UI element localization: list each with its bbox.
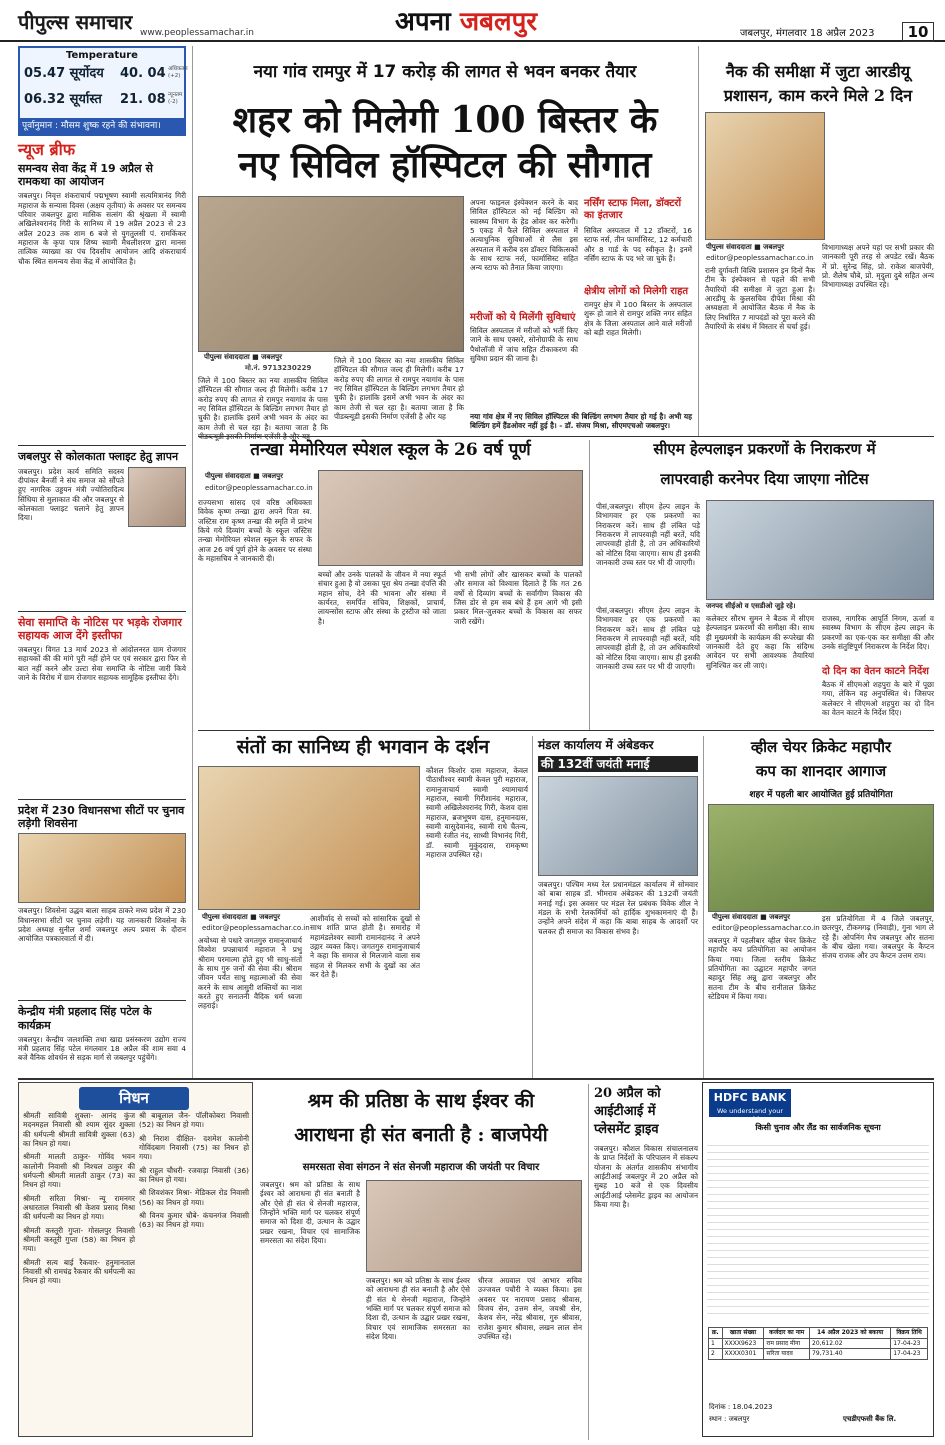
section-title: [395, 6, 537, 39]
newspaper-logo: पीपुल्स समाचार: [18, 10, 133, 34]
page-number: 10: [902, 22, 934, 42]
hdfc-date: दिनांक : 18.04.2023: [709, 1403, 773, 1411]
brief-body: जबलपुर। विगत 13 मार्च 2023 से आंदोलनरत ग्राम रोजगार सहायकों की की मांगे पूरी नहीं होने पर एवं सरकार द्वारा फिर से बात नहीं करने और उल्टा सेवा समाप्ति के नोटिस जारी किये जाने के विरोध में ग्राम रोजगार सहायक सामूहिक इस्तीफा देंगे।: [18, 644, 186, 682]
tankha-body-2: बच्चों और उनके पालकों के जीवन में नया स्फूर्त संचार हुआ है वो उसका पूरा श्रेय तन्खा दंपत्ति की महान सोच, देने की भावना और संस्था में कार्यरत, समर्पित संचिव, शिक्षकों, प्राचार्य, लायन्सोंस स्टाफ और संस्था के ट्रस्टीज को जाता है।: [318, 570, 446, 626]
column-rule: [589, 440, 590, 730]
cm-helpline-body-1: पीसं,जबलपुर। सीएम हेल्प लाइन के विभागवार हर एक प्रकरणों का निराकरण करें। साथ ही लंबित पड़े निराकरण में लापरवाही नहीं बरतें, यदि लापरवाही होती है, तो उन अधिकारियों को नोटिस दिया जाएगा। साथ ही इसकी जानकारी उच्च स्तर पर भी दी जाएगी।: [596, 502, 700, 567]
table-row: [709, 1338, 928, 1349]
min-label: न्यूनतम (-2): [168, 92, 183, 105]
university-photo: [705, 112, 825, 240]
placement-headline-3: प्लेसमेंट ड्राइव: [594, 1122, 659, 1137]
tankha-credit: पीपुल्स संवाददाता ■ जबलपुर: [205, 472, 283, 480]
ambedkar-photo: [538, 776, 698, 876]
shram-body-2: धीरज अग्रवाल एवं आभार सचिव उज्जवल पचौरी ने व्यक्त किया। इस अवसर पर नारायण प्रसाद श्रीवास, विजय सेन, उत्तम सेन, जयश्री सेन, केशव सेन, नरेंद्र श्रीवास, गुरु श्रीवास, राजेश कुमार श्रीवास, लखन लाल सेन उपस्थित रहे।: [478, 1276, 582, 1341]
brief-body: जबलपुर। शिवसेना उद्धव बाला साहब ठाकरे मध्य प्रदेश में 230 विधानसभा सीटों पर चुनाव लड़ेगी। यह जानकारी शिवसेना के प्रदेश अध्यक्ष सुनील शर्मा जबलपुर अल्प प्रवास के दौरान आयोजित पत्रकारवार्ता में दी।: [18, 906, 186, 944]
hdfc-place: स्थान : जबलपुर: [709, 1415, 750, 1423]
wheelchair-email[interactable]: editor@peoplessamachar.co.in: [712, 924, 820, 932]
naac-body-1: रानी दुर्गावती विश्वि प्रशासन इन दिनों नैक टीम के इंस्पेक्शन से पहले की सभी तैयारियों की समीक्षा में जुटा हुआ है। आरडीयू के कुलसचिव दीपेश मिश्रा की अध्यक्षता में आयोजित बैठक में नैक के लिए निर्धारित 7 मापदंडों को पूरा करने की तैयारियों के संबंध में विस्तार से चर्चा हुई।: [705, 266, 815, 331]
wheelchair-credit: पीपुल्स संवाददाता ■ जबलपुर: [712, 913, 790, 921]
divider: [18, 799, 186, 800]
santon-email[interactable]: editor@peoplessamachar.co.in: [202, 924, 310, 932]
brief-headline: केन्द्रीय मंत्री प्रहलाद सिंह पटेल के कार्यक्रम: [18, 1005, 152, 1032]
column-rule: [192, 46, 193, 1078]
ambedkar-headline-1: मंडल कार्यालय में अंबेडकर: [538, 738, 654, 752]
ambedkar-headline-2: की 132वीं जयंती मनाई: [538, 756, 698, 772]
hdfc-notice: [702, 1082, 934, 1437]
obituary-item: श्रीमती मालती ठाकुर- गोविंद भवन कालोनी निवासी श्री निश्चल ठाकुर की धर्मपत्नी श्रीमती मालती ठाकुर (73) का निधन हो गया।: [23, 1152, 135, 1190]
hospital-building-photo: [198, 196, 464, 352]
hdfc-col-header: कर्जदार का नाम: [764, 1328, 810, 1339]
column-rule: [698, 46, 699, 436]
ambedkar-body: जबलपुर। पश्चिम मध्य रेल प्रधानमंडल कार्यालय में सोमवार को बाबा साहब डॉ. भीमराव अंबेडकर की 132वीं जयंती मनाई गई। इस अवसर पर मंडल रेल प्रबंधक विवेक शील ने मंडल के सभी रेलकर्मियों को हार्दिक शुभकामनाएं दी हैं। उन्होंने अपने संदेश में कहा कि बाबा साहब के आदर्शों पर चलकर ही समाज का विकास संभव है।: [538, 880, 698, 936]
santon-body-3: कौशल किशोर दास महाराज, केवल पीठाधीश्वर स्वामी केवल पुरी महाराज, रामानुजाचार्य स्वामी श्यामाचार्य महाराज, स्वामी गिरीशानंद महाराज, स्वामी अखिलेश्वरानंद गिरी, केशव दास महाराज, ब्रजभूषण दास, हनुमानदास, स्वामी वासुदेवानंद, स्वामी राधे चैतन्य, स्वामी रंजीत नंद, साध्वी विभानंद गिरी, डॉ. स्वामी मुकुंददास, रामकृष्ण महाराज उपस्थित रहे।: [426, 766, 528, 859]
cm-helpline-subhead: दो दिन का वेतन काटने निर्देश: [822, 666, 929, 677]
top-story-body-1: जिले में 100 बिस्तर का नया शासकीय सिविल हॉस्पिटल की सौगात जल्द ही मिलेगी। करीब 17 करोड़ रुपए की लागत से रामपुर नयागांव के पास नए सिविल हॉस्पिटल के बिल्डिंग लगभग तैयार हो चुकी है। हालांकि इसमें अभी भवन के अंदर का काम तेजी से चल रहा है। बताया जाता है कि: [198, 376, 328, 432]
table-cell: सरिता यादव: [764, 1349, 810, 1360]
naac-email[interactable]: editor@peoplessamachar.co.in: [706, 254, 814, 262]
dateline: जबलपुर, मंगलवार 18 अप्रैल 2023: [740, 28, 875, 39]
obituary-item: श्रीमती कस्तूरी गुप्ता- गोसलपुर निवासी श्रीमती कस्तूरी गुप्ता (58) का निधन हो गया।: [23, 1225, 135, 1254]
max-temp: 40. 04: [120, 66, 166, 81]
santon-body-2: आशीर्वाद से सच्चों को सांसारिक दुखों से साथ शांति प्राप्त होती है। समारोह में महामंडलेश्वर स्वामी रामानंदानंद ने अपने उद्गार व्यक्त किए। जगतगुरु रामानुजाचार्य ने कहा कि समाज से मिलजाने वाला सब सहज से मिलकर सभी के दुखों का अंत कर देते हैं।: [310, 914, 420, 979]
table-cell: राम प्रसाद मीना: [764, 1338, 810, 1349]
wheelchair-subhead: शहर में पहली बार आयोजित हुई प्रतियोगिता: [749, 790, 893, 800]
table-cell: 17-04-23: [891, 1349, 928, 1360]
seminar-photo: [366, 1180, 582, 1272]
obituary-item: श्रीमती सरिता मिश्रा- न्यू रामनगर अधारताल निवासी श्री केशव प्रसाद मिश्रा की धर्मपत्नी का निधन हो गया।: [23, 1193, 135, 1222]
column-rule: [588, 1084, 589, 1440]
masthead: [0, 0, 945, 42]
section-divider: [198, 730, 934, 731]
shram-headline-1: श्रम की प्रतिष्ठा के साथ ईश्वर की: [307, 1090, 535, 1112]
wheelchair-body-1: जबलपुर में पहलीबार व्हील चेयर क्रिकेट महापौर कप प्रतियोगिता का आयोजन किया गया। जिला स्तरीय क्रिकेट प्रतियोगिता का उद्घाटन महापौर जगत बहादुर सिंह अन्नू द्वारा जबलपुर और सतना टीम के बीच रानीताल क्रिकेट स्टेडियम में किया गया।: [708, 936, 816, 1001]
forecast: पूर्वानुमान : मौसम शुष्क रहने की संभावना।: [18, 118, 186, 136]
section-divider: [18, 1078, 934, 1080]
meeting-caption: जनपद सीईओ व एसडीओ जुड़े रहे।: [706, 602, 796, 610]
naac-headline-2: प्रशासन, काम करने मिले 2 दिन: [723, 86, 913, 105]
max-label: अधिकतम (+2): [168, 66, 188, 79]
news-brief-title: न्यूज ब्रीफ: [18, 140, 76, 159]
brief-body: जबलपुर। निवृत्त शंकराचार्य पद्मभूषण स्वामी सत्यमित्रानंद गिरी महाराज के सन्यास दिवस (अक्षय तृतीया) के अवसर पर समन्वय परिवार जबलपुर द्वारा मासिक सत्संग की श्रृंखला में स्वामी अखिलेश्वरानंद गिरी के सानिध्य में 19 अप्रैल 2023 से 23 अप्रैल 2023 तक शाम 6 बजे से युगतुलसी पं. रामकिंकर महाराज के कृपा पात्र शिष्य स्वामी मैथलीशरण द्वारा मानस तात्विक व्याख्या का पंच दिवसीय आयोजन आदि शंकराचार्य चौक स्थित समन्वय सेवा केंद्र में आयोजित है।: [18, 191, 186, 266]
top-story-body-3: सिविल अस्पताल में मरीजों को भर्ती किए जाने के साथ एक्सरे, सोनोग्राफी के साथ पैथोलॉजी में जांच सहित टीकाकरण की सुविधा प्रदान की जाना है।: [470, 326, 578, 363]
news-brief-column: [18, 162, 186, 1077]
hdfc-table-wrap: [708, 1327, 928, 1360]
min-temp: 21. 08: [120, 92, 166, 107]
table-cell: XXXX9623: [722, 1338, 764, 1349]
section-title-b: जबलपुर: [459, 7, 538, 37]
cm-helpline-headline-2: लापरवाही करनेपर दिया जाएगा नोटिस: [660, 470, 869, 488]
top-story-kicker: नया गांव रामपुर में 17 करोड़ की लागत से भवन बनकर तैयार: [253, 62, 637, 82]
meeting-photo: [706, 500, 934, 600]
top-story-subhead-1: मरीजों को ये मिलेंगी सुविधाएं: [470, 312, 576, 323]
hdfc-col-header: विक्रय तिथि: [891, 1328, 928, 1339]
brief-photo: [128, 467, 186, 527]
top-story-body-5: रामपुर क्षेत्र में 100 बिस्तर के अस्पताल शुरू हो जाने से रामपुर शक्ति नगर सहित क्षेत्र के जिला अस्पताल आने वाले मरीजों को बड़ी राहत मिलेगी।: [584, 300, 692, 337]
shivsena-photo: [18, 833, 186, 903]
naac-credit: पीपुल्स संवाददाता ■ जबलपुर: [706, 243, 784, 251]
obituary-item: श्री शिवशंकर मिश्रा- मेडिकल रोड निवासी (56) का निधन हो गया।: [139, 1188, 249, 1207]
wheelchair-headline-1: व्हील चेयर क्रिकेट महापौर: [750, 738, 892, 756]
sunset: 06.32 सूर्यास्त: [24, 92, 102, 107]
brief-headline: समन्वय सेवा केंद्र में 19 अप्रैल से रामकथा का आयोजन: [18, 162, 153, 189]
table-cell: 2: [709, 1349, 723, 1360]
cm-helpline-headline-1: सीएम हेल्पलाइन प्रकरणों के निराकरण में: [653, 440, 876, 458]
divider: [18, 611, 186, 612]
table-cell: 17-04-23: [891, 1338, 928, 1349]
obituary-item: श्रीमती सावित्री शुक्ला- आनंद कुंज मदनमहल निवासी श्री श्याम सुंदर शुक्ला की धर्मपत्नी श्रीमती सावित्री शुक्ला (63) का निधन हो गया।: [23, 1111, 135, 1148]
hdfc-notice-title: किसी चुनाव और लैंड का सार्वजनिक सूचना: [755, 1123, 881, 1132]
cm-helpline-body-4: बैठक में सीएमओ शहपुरा के बारे में पूछा गया, लेकिन वह अनुपस्थित थे। जिसपर कलेक्टर ने सीएमओ शहपुरा का दो दिन का वेतन काटने के निर्देश दिए।: [822, 680, 934, 717]
website-url[interactable]: www.peoplessamachar.in: [140, 28, 254, 38]
placement-headline-2: आईटीआई में: [594, 1104, 656, 1119]
cm-helpline-body-3: राजस्व, नागरिक आपूर्ति निगम, ऊर्जा व स्वास्थ्य विभाग के सीएम हेल्प लाइन के प्रकरणों का एक-एक कर समीक्षा की और उनके संतुष्टिपूर्ण निराकरण के निर्देश दिए।: [822, 614, 934, 651]
obituary-item: श्री बाबूलाल जैन- पॉलीकोबरा निवासी (52) का निधन हो गया।: [139, 1111, 249, 1130]
divider: [18, 445, 186, 446]
wheelchair-cricket-photo: [708, 804, 934, 912]
hdfc-table: [708, 1327, 928, 1360]
column-rule: [703, 736, 704, 1080]
obituary-item: श्री विनय कुमार चौबे- कंचनगंज निवासी (63) का निधन हो गया।: [139, 1210, 249, 1230]
table-row: [709, 1349, 928, 1360]
cmho-quote: नया गांव क्षेत्र में नए सिविल हॉस्पिटल की बिल्डिंग लगभग तैयार हो गई है। अभी यह बिल्डिंग हमें हैंडओवर नहीं हुई है। - डॉ. संजय मिश्रा, सीएमएचओ जबलपुर।: [470, 412, 692, 431]
hdfc-col-header: 14 अप्रैल 2023 को बकाया: [810, 1328, 891, 1339]
shram-subhead: समरसता सेवा संगठन ने संत सेनजी महाराज की जयंती पर विचार: [302, 1162, 540, 1173]
top-story-body-4: सिविल अस्पताल में 12 डॉक्टरों, 16 स्टाफ नर्स, तीन फार्मासिस्ट, 12 कर्मचारी और 8 गार्ड के पद स्वीकृत है। इनमें नर्सिंग स्टाफ के पद भरे जा चुके हैं।: [584, 226, 692, 263]
wheelchair-headline-2: कप का शानदार आगाज: [755, 762, 887, 780]
top-story-subhead-2: नर्सिंग स्टाफ मिला, डॉक्टरों का इंतजार: [584, 198, 682, 221]
table-cell: XXXX0301: [722, 1349, 764, 1360]
obituary-title: निधन: [79, 1087, 189, 1110]
hdfc-notice-text: [707, 1139, 929, 1319]
column-rule: [532, 736, 533, 1080]
obituary-item: श्री निराश दीक्षित- दशमेश कालोनी गोविंदबाग निवासी (75) का निधन हो गया।: [139, 1133, 249, 1162]
shram-body-1b: जबलपुर। श्रम को प्रतिष्ठा के साथ ईश्वर को आराधना ही संत बनाती है और ऐसे ही संत थे सेनजी महाराज, जिन्होंने भक्ति मार्ग पर चलकर संपूर्ण समाज को दिशा दी, उत्थान के उद्घार प्रखर रखना, विचार एवं सामाजिक समरसता का संदेश दिया।: [366, 1276, 470, 1341]
school-students-photo: [318, 470, 583, 566]
obituary-item: श्रीमती सत्य बाई रैकवार- हनुमानताल निवासी श्री रामचंद्र रैकवार की धर्मपत्नी का निधन हो गया।: [23, 1257, 135, 1286]
sunrise: 05.47 सूर्योदय: [24, 66, 104, 81]
brief-headline: प्रदेश में 230 विधानसभा सीटों पर चुनाव लड़ेगी शिवसेना: [18, 803, 185, 831]
shram-body-1: जबलपुर। श्रम को प्रतिष्ठा के साथ ईश्वर को आराधना ही संत बनाती है और ऐसे ही संत थे सेनजी महाराज, जिन्होंने भक्ति मार्ग पर चलकर संपूर्ण समाज को दिशा दी, उत्थान के उद्घार प्रखर रखना, विचार एवं सामाजिक समरसता का संदेश दिया।: [260, 1180, 360, 1245]
santon-headline: संतों का सानिध्य ही भगवान के दर्शन: [236, 736, 490, 758]
brief-body: जबलपुर। केन्द्रीय जलशक्ति तथा खाद्य प्रसंस्करण उद्योग राज्य मंत्री प्रहलाद सिंह पटेल मंगलवार 18 अप्रैल की शाम सवा 4 बजे वैनिक शोवर्धन से सड़क मार्ग से जबलपुर पहुंचेंगे।: [18, 1034, 186, 1063]
tankha-body-3: भी सभी लोगों और खासकर बच्चों के पालकों और समाज को विश्वास दिलाते हैं कि गत 26 वर्षों से दिव्यांग बच्चों के सर्वांगीण विकास की जिस डोर से हम सब बंधे हैं हम आगे भी इसी प्रकार मिल-जुलकर बच्चों के विकास का सफर जारी रखेंगे।: [454, 570, 582, 626]
top-story-body-2: अपना फाइनल इंस्पेक्शन करने के बाद सिविल हॉस्पिटल को नई बिल्डिंग को स्वास्थ्य विभाग के हेड ओवर कर करेगी। 5 एकड़ में फैले सिविल अस्पताल में अत्याधुनिक सुविधाओं से लैस इस अस्पताल में करीब दस डॉक्टर चिकित्सकों के साथ स्टाफ नर्स, फार्मासिस्ट सहित अन्य स्टाफ को तैनात किया जाएगा।: [470, 198, 578, 273]
tankha-headline: तन्खा मेमोरियल स्पेशल स्कूल के 26 वर्ष पूर्ण: [250, 440, 531, 460]
placement-body: जबलपुर। कौशल विकास संचालनालय के प्राप्त निर्देशों के परिपालन में संकल्प योजना के अंतर्गत शासकीय संभागीय आईटीआई जबलपुर में 20 अप्रैल को सुबह 10 बजे से एक दिवसीय आईटीआई प्लेसमेंट ड्राइव का आयोजन किया गया है।: [594, 1144, 698, 1209]
tankha-email[interactable]: editor@peoplessamachar.co.in: [205, 484, 313, 492]
cm-helpline-body-2: कलेक्टर सौरभ सुमन ने बैठक में सीएम हेल्पलाइन प्रकरणों की समीक्षा की। साथ ही मुख्यमंत्री के कार्यक्रम की रूपरेखा की जानकारी देते हुए कहा कि संदिग्ध आवेदन पर सभी आवश्यक तैयारियां सुनिश्चित कर ली जाएं।: [706, 614, 814, 670]
divider: [18, 1000, 186, 1001]
brief-body: जबलपुर। प्रदेश कार्य समिति सदस्य दीपांकर बैनर्जी ने संघ समाज को सौंपते हुए नागरिक उड्डयन मंत्री ज्योतिरादित्य सिंधिया से मुलाकात की और जबलपुर से कोलकाता फ्लाइट चलाने हेतु ज्ञापन दिया।: [18, 466, 124, 523]
obituary-box: [18, 1082, 253, 1437]
reporter-phone: मो.नं. 9713230229: [245, 364, 312, 372]
hdfc-col-header: क्र.: [709, 1328, 723, 1339]
tankha-body-1: राज्यसभा सांसद एवं वरिष्ठ अधिवक्ता विवेक कृष्ण तन्खा द्वारा अपने पिता स्व. जस्टिस राम कृष्ण तन्खा की स्मृति में प्रारंभ किये गये दिव्यांग बच्चों के स्कूल जस्टिस तन्खा मेमोरियल स्पेशल स्कूल के सफर के आज 26 वर्ष पूर्ण होने के अवसर पर संस्था के महासचिव ने जानकारी दी।: [198, 498, 312, 563]
photo-credit: पीपुल्स संवाददाता ■ जबलपुर: [204, 353, 282, 361]
hdfc-tagline: We understand your world: [717, 1107, 783, 1124]
top-story-body-1b: जिले में 100 बिस्तर का नया शासकीय सिविल हॉस्पिटल की सौगात जल्द ही मिलेगी। करीब 17 करोड़ रुपए की लागत से रामपुर नयागांव के पास नए सिविल हॉस्पिटल के बिल्डिंग लगभग तैयार हो चुकी है। हालांकि इसमें अभी भवन के अंदर का काम तेजी से चल रहा है। बताया जाता है कि पीडब्ल्यूडी इसकी निर्माण एजेंसी है और यह: [334, 356, 464, 421]
naac-body-2: विभागाध्यक्ष अपने यहां पर सभी प्रकार की जानकारी पूरी तरह से अपडेट रखें। बैठक में प्रो. सुरेन्द्र सिंह, प्रो. राकेश बाजपेयी, प्रो. शैलेष चौबे, प्रो. मृदुला दुबे सहित अन्य विभागाध्यक्ष उपस्थित रहे।: [822, 243, 934, 290]
santon-body-1: अयोध्या से पधारे जगतगुरु रामानुजाचार्य विश्वेश प्रपन्नाचार्य महाराज ने प्रभु श्रीराम परमात्मा होते हुए भी साधु-संतों के साथ गुरु जनों की सेवा की। श्रीराम जीवन पर्यंत साधु महात्माओं की सेवा करने के साथ आसुरी शक्तियों का नाश करते हुए सनातनी वैदिक धर्म ध्वजा लहराई।: [198, 936, 302, 1011]
section-divider: [198, 436, 934, 437]
table-cell: 79,731.40: [810, 1349, 891, 1360]
hdfc-signatory: एचडीएफसी बैंक लि.: [843, 1415, 897, 1423]
santon-credit: पीपुल्स संवाददाता ■ जबलपुर: [202, 913, 280, 921]
saints-photo: [198, 766, 420, 910]
cm-helpline-body-1b: पीसं,जबलपुर। सीएम हेल्प लाइन के विभागवार हर एक प्रकरणों का निराकरण करें। साथ ही लंबित पड़े निराकरण में लापरवाही नहीं बरतें, यदि लापरवाही होती है, तो उन अधिकारियों को नोटिस दिया जाएगा। साथ ही इसकी जानकारी उच्च स्तर पर भी दी जाएगी।: [596, 606, 700, 671]
naac-headline-1: नैक की समीक्षा में जुटा आरडीयू: [725, 62, 911, 81]
temperature-title: Temperature: [66, 50, 138, 61]
brief-headline: सेवा समाप्ति के नोटिस पर भड़के रोजगार सहायक आज देंगे इस्तीफा: [18, 615, 182, 642]
obituary-item: श्री राहुल चौधरी- रजवाड़ा निवासी (36) का निधन हो गया।: [139, 1165, 249, 1184]
obituary-col-1: [23, 1111, 135, 1433]
brief-headline: जबलपुर से कोलकाता फ्लाइट हेतु ज्ञापन: [18, 450, 179, 464]
hdfc-col-header: खाता संख्या: [722, 1328, 764, 1339]
placement-headline-1: 20 अप्रैल को: [594, 1086, 661, 1101]
table-cell: 1: [709, 1338, 723, 1349]
table-cell: 20,612.02: [810, 1338, 891, 1349]
top-story-subhead-3: क्षेत्रीय लोगों को मिलेगी राहत: [584, 286, 689, 297]
section-title-a: अपना: [395, 7, 451, 37]
top-story-headline-2: नए सिविल हॉस्पिटल की सौगात: [238, 144, 652, 186]
shram-headline-2: आराधना ही संत बनाती है : बाजपेयी: [294, 1124, 548, 1146]
hdfc-logo: HDFC BANK: [709, 1089, 791, 1117]
top-story-headline-1: शहर को मिलेगी 100 बिस्तर के: [232, 99, 658, 141]
wheelchair-body-2: इस प्रतियोगिता में 4 जिले जबलपुर, छतरपुर, टीकमगढ़ (निवाड़ी), गुना भाग ले रहे हैं। ओपनिंग मैच जबलपुर और सतना के बीच खेला गया। जबलपुर के कैप्टन संजय राजक और उप कैप्टन उत्तम राय।: [822, 914, 934, 961]
obituary-col-2: [139, 1111, 249, 1433]
